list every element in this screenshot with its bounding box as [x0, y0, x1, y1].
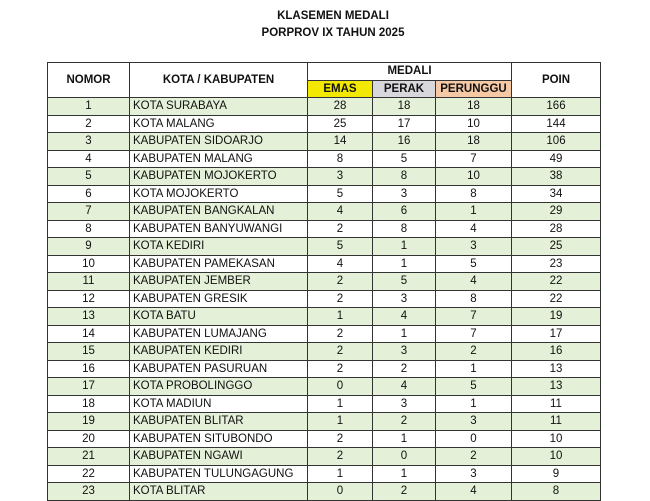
header-nomor: NOMOR	[48, 63, 130, 98]
cell-perak: 0	[373, 448, 436, 466]
cell-poin: 13	[512, 378, 601, 396]
cell-kota-kabupaten: KABUPATEN PAMEKASAN	[130, 255, 308, 273]
cell-perak: 3	[373, 395, 436, 413]
cell-kota-kabupaten: KOTA SURABAYA	[130, 98, 308, 116]
cell-perunggu: 3	[436, 238, 512, 256]
cell-emas: 0	[308, 378, 373, 396]
title-line-2: PORPROV IX TAHUN 2025	[261, 27, 405, 39]
cell-perak: 2	[373, 483, 436, 501]
cell-emas: 2	[308, 360, 373, 378]
cell-perunggu: 8	[436, 290, 512, 308]
cell-poin: 11	[512, 395, 601, 413]
cell-nomor: 18	[48, 395, 130, 413]
cell-perak: 5	[373, 150, 436, 168]
cell-perunggu: 10	[436, 168, 512, 186]
cell-emas: 5	[308, 238, 373, 256]
cell-poin: 38	[512, 168, 601, 186]
cell-kota-kabupaten: KABUPATEN NGAWI	[130, 448, 308, 466]
cell-perak: 6	[373, 203, 436, 221]
cell-poin: 23	[512, 255, 601, 273]
table-row	[48, 203, 601, 221]
cell-poin: 8	[512, 483, 601, 501]
cell-perak: 3	[373, 185, 436, 203]
cell-perak: 2	[373, 360, 436, 378]
cell-emas: 2	[308, 448, 373, 466]
cell-nomor: 1	[48, 98, 130, 116]
cell-emas: 2	[308, 273, 373, 291]
cell-perunggu: 7	[436, 150, 512, 168]
cell-nomor: 7	[48, 203, 130, 221]
cell-kota-kabupaten: KABUPATEN KEDIRI	[130, 343, 308, 361]
table-row	[48, 238, 601, 256]
cell-emas: 4	[308, 255, 373, 273]
table-row	[48, 325, 601, 343]
cell-poin: 49	[512, 150, 601, 168]
table-row	[48, 255, 601, 273]
cell-emas: 0	[308, 483, 373, 501]
table-row	[48, 133, 601, 151]
table-row	[48, 448, 601, 466]
cell-emas: 1	[308, 395, 373, 413]
cell-nomor: 2	[48, 115, 130, 133]
cell-emas: 5	[308, 185, 373, 203]
table-row	[48, 273, 601, 291]
cell-poin: 29	[512, 203, 601, 221]
table-row	[48, 413, 601, 431]
cell-perak: 1	[373, 255, 436, 273]
cell-nomor: 8	[48, 220, 130, 238]
title-line-1: KLASEMEN MEDALI	[277, 10, 389, 22]
cell-perunggu: 1	[436, 360, 512, 378]
cell-nomor: 5	[48, 168, 130, 186]
table-row	[48, 378, 601, 396]
cell-emas: 2	[308, 220, 373, 238]
table-row	[48, 343, 601, 361]
document-title	[0, 8, 650, 42]
cell-kota-kabupaten: KABUPATEN BLITAR	[130, 413, 308, 431]
table-row	[48, 290, 601, 308]
cell-nomor: 21	[48, 448, 130, 466]
cell-perak: 1	[373, 465, 436, 483]
cell-nomor: 13	[48, 308, 130, 326]
table-row	[48, 98, 601, 116]
cell-poin: 10	[512, 430, 601, 448]
cell-poin: 10	[512, 448, 601, 466]
cell-kota-kabupaten: KOTA MOJOKERTO	[130, 185, 308, 203]
cell-emas: 1	[308, 413, 373, 431]
cell-nomor: 3	[48, 133, 130, 151]
cell-emas: 3	[308, 168, 373, 186]
cell-perunggu: 18	[436, 133, 512, 151]
cell-perunggu: 8	[436, 185, 512, 203]
cell-perunggu: 4	[436, 273, 512, 291]
cell-poin: 34	[512, 185, 601, 203]
cell-perak: 4	[373, 308, 436, 326]
table-row	[48, 360, 601, 378]
cell-perak: 2	[373, 413, 436, 431]
cell-kota-kabupaten: KABUPATEN BANGKALAN	[130, 203, 308, 221]
cell-kota-kabupaten: KABUPATEN MOJOKERTO	[130, 168, 308, 186]
cell-nomor: 23	[48, 483, 130, 501]
cell-perak: 3	[373, 343, 436, 361]
cell-emas: 2	[308, 343, 373, 361]
cell-perunggu: 10	[436, 115, 512, 133]
cell-poin: 28	[512, 220, 601, 238]
cell-nomor: 20	[48, 430, 130, 448]
cell-emas: 25	[308, 115, 373, 133]
cell-perunggu: 7	[436, 308, 512, 326]
table-row	[48, 395, 601, 413]
cell-nomor: 15	[48, 343, 130, 361]
cell-perak: 17	[373, 115, 436, 133]
cell-kota-kabupaten: KABUPATEN SIDOARJO	[130, 133, 308, 151]
cell-perak: 1	[373, 430, 436, 448]
header-perak: PERAK	[373, 80, 436, 98]
cell-kota-kabupaten: KABUPATEN SITUBONDO	[130, 430, 308, 448]
cell-nomor: 11	[48, 273, 130, 291]
cell-poin: 9	[512, 465, 601, 483]
cell-kota-kabupaten: KOTA BLITAR	[130, 483, 308, 501]
cell-emas: 28	[308, 98, 373, 116]
cell-kota-kabupaten: KABUPATEN LUMAJANG	[130, 325, 308, 343]
cell-perunggu: 7	[436, 325, 512, 343]
cell-emas: 8	[308, 150, 373, 168]
table-row	[48, 185, 601, 203]
cell-emas: 4	[308, 203, 373, 221]
cell-nomor: 4	[48, 150, 130, 168]
table-row	[48, 483, 601, 501]
cell-kota-kabupaten: KABUPATEN PASURUAN	[130, 360, 308, 378]
cell-kota-kabupaten: KOTA KEDIRI	[130, 238, 308, 256]
cell-poin: 13	[512, 360, 601, 378]
cell-emas: 2	[308, 430, 373, 448]
header-medali: MEDALI	[308, 63, 512, 81]
cell-kota-kabupaten: KOTA BATU	[130, 308, 308, 326]
cell-perak: 4	[373, 378, 436, 396]
cell-nomor: 16	[48, 360, 130, 378]
cell-perak: 18	[373, 98, 436, 116]
cell-perak: 8	[373, 168, 436, 186]
cell-nomor: 19	[48, 413, 130, 431]
cell-emas: 14	[308, 133, 373, 151]
table-row	[48, 150, 601, 168]
cell-nomor: 10	[48, 255, 130, 273]
cell-emas: 2	[308, 325, 373, 343]
cell-nomor: 17	[48, 378, 130, 396]
cell-perunggu: 2	[436, 448, 512, 466]
cell-kota-kabupaten: KABUPATEN JEMBER	[130, 273, 308, 291]
table-row	[48, 465, 601, 483]
cell-poin: 17	[512, 325, 601, 343]
cell-kota-kabupaten: KABUPATEN MALANG	[130, 150, 308, 168]
cell-poin: 106	[512, 133, 601, 151]
header-perunggu: PERUNGGU	[436, 80, 512, 98]
cell-perak: 1	[373, 325, 436, 343]
cell-perak: 3	[373, 290, 436, 308]
header-emas: EMAS	[308, 80, 373, 98]
header-kota-kabupaten: KOTA / KABUPATEN	[130, 63, 308, 98]
cell-poin: 11	[512, 413, 601, 431]
medal-standings-table-wrapper	[47, 62, 600, 501]
cell-perunggu: 5	[436, 378, 512, 396]
cell-perunggu: 0	[436, 430, 512, 448]
cell-perunggu: 3	[436, 413, 512, 431]
cell-kota-kabupaten: KOTA PROBOLINGGO	[130, 378, 308, 396]
cell-perunggu: 4	[436, 483, 512, 501]
cell-poin: 16	[512, 343, 601, 361]
cell-poin: 19	[512, 308, 601, 326]
table-row	[48, 220, 601, 238]
table-row	[48, 115, 601, 133]
cell-poin: 144	[512, 115, 601, 133]
cell-perunggu: 2	[436, 343, 512, 361]
table-row	[48, 430, 601, 448]
cell-emas: 1	[308, 465, 373, 483]
cell-perunggu: 3	[436, 465, 512, 483]
table-row	[48, 308, 601, 326]
cell-poin: 25	[512, 238, 601, 256]
cell-kota-kabupaten: KOTA MADIUN	[130, 395, 308, 413]
cell-nomor: 22	[48, 465, 130, 483]
header-poin: POIN	[512, 63, 601, 98]
cell-perak: 16	[373, 133, 436, 151]
cell-perak: 1	[373, 238, 436, 256]
cell-poin: 22	[512, 290, 601, 308]
cell-perunggu: 1	[436, 203, 512, 221]
cell-kota-kabupaten: KOTA MALANG	[130, 115, 308, 133]
cell-kota-kabupaten: KABUPATEN BANYUWANGI	[130, 220, 308, 238]
medal-standings-table	[47, 62, 601, 501]
cell-nomor: 9	[48, 238, 130, 256]
cell-nomor: 6	[48, 185, 130, 203]
cell-kota-kabupaten: KABUPATEN TULUNGAGUNG	[130, 465, 308, 483]
table-body	[48, 98, 601, 501]
cell-perunggu: 4	[436, 220, 512, 238]
cell-perak: 8	[373, 220, 436, 238]
cell-emas: 2	[308, 290, 373, 308]
cell-perunggu: 1	[436, 395, 512, 413]
cell-poin: 22	[512, 273, 601, 291]
cell-nomor: 12	[48, 290, 130, 308]
cell-perunggu: 5	[436, 255, 512, 273]
table-row	[48, 168, 601, 186]
cell-nomor: 14	[48, 325, 130, 343]
cell-perunggu: 18	[436, 98, 512, 116]
cell-poin: 166	[512, 98, 601, 116]
cell-emas: 1	[308, 308, 373, 326]
cell-perak: 5	[373, 273, 436, 291]
cell-kota-kabupaten: KABUPATEN GRESIK	[130, 290, 308, 308]
